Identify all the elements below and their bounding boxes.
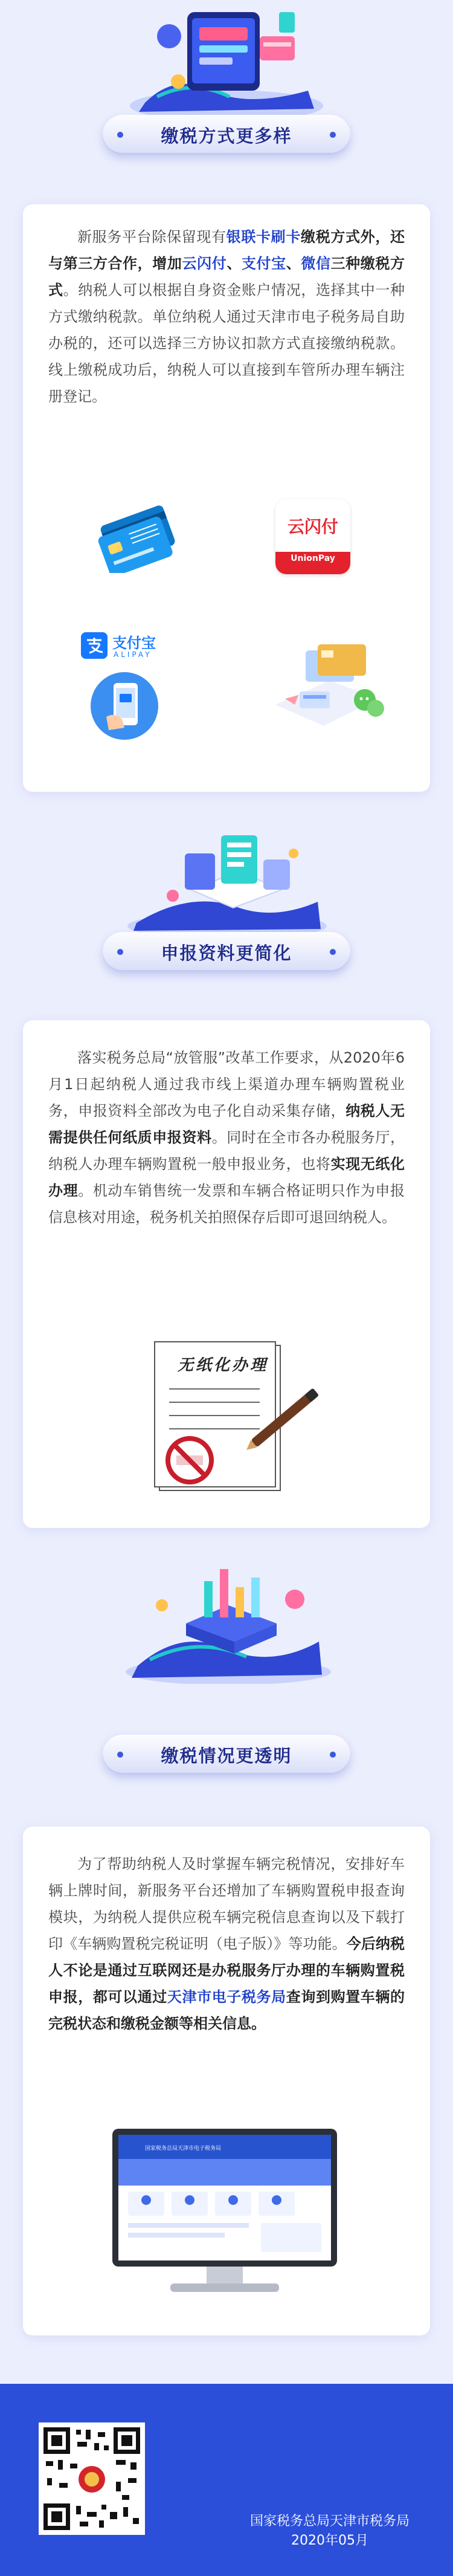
text-segment: 天津市电子税务局: [167, 1989, 286, 2005]
section-title-transparency: 缴税情况更透明: [103, 1735, 350, 1775]
text-segment: 实现无纸化办理: [48, 1156, 405, 1199]
paragraph-simplified-filing: [23, 1020, 430, 1231]
text-segment: 新服务平台除保留现有: [77, 228, 226, 245]
alipay-logo: [81, 627, 184, 664]
card-transparency: [23, 1827, 430, 2335]
transparency-illustration: [114, 1551, 343, 1684]
unionpay-icon: [275, 499, 350, 574]
qr-code[interactable]: [39, 2422, 145, 2535]
text-segment: 查询到购置车辆的完税状态和缴税金额等相关信息。: [48, 1989, 405, 2032]
alipay-en-label: ALIPAY: [114, 650, 152, 659]
simplified-filing-illustration: [118, 817, 336, 938]
footer-text: [250, 2512, 410, 2551]
section-title-payment-methods: 缴税方式更多样: [103, 115, 350, 155]
section-title-simplified-filing: 申报资料更简化: [103, 932, 350, 972]
paragraph-payment-methods: [23, 204, 430, 410]
text-segment: 银联卡刷卡: [226, 228, 301, 245]
unionpay-en-label: UnionPay: [291, 554, 335, 563]
monitor-illustration: [104, 2124, 345, 2299]
text-segment: 纳税人无需提供任何纸质申报资料: [48, 1102, 405, 1146]
text-segment: 今后纳税人不论是通过互联网还是办税服务厅办理的车辆购置税申报，都可以通过: [48, 1935, 405, 2005]
monitor-screen-title: 国家税务总局天津市电子税务局: [145, 2146, 222, 2152]
wechat-payment-illustration: [263, 632, 390, 741]
text-segment: 云闪付: [182, 255, 227, 272]
unionpay-cn-label: 云闪付: [287, 517, 338, 537]
alipay-phone-icon: [88, 670, 161, 742]
card-simplified-filing: [23, 1020, 430, 1528]
text-segment: 、: [226, 255, 242, 272]
alipay-cn-label: 支付宝: [112, 635, 156, 652]
footer-org: 国家税务总局天津市税务局: [249, 2514, 410, 2529]
text-segment: 。机动车销售统一发票和车辆合格证明只作为申报信息核对用途，税务机关拍照保存后即可退回纳税人。: [48, 1182, 405, 1226]
bank-card-icon: [94, 500, 185, 573]
paperless-document-illustration: [139, 1335, 320, 1498]
card-payment-methods: [23, 204, 430, 792]
payment-phone-illustration: [121, 0, 332, 121]
text-segment: 三种缴税方式: [48, 255, 405, 299]
text-segment: 。同时在全市各办税服务厅，纳税人办理车辆购置税一般申报业务，也将: [48, 1129, 405, 1173]
text-segment: 支付宝: [241, 255, 286, 272]
footer: [0, 2384, 453, 2576]
paragraph-transparency: [23, 1827, 430, 2037]
text-segment: 、: [286, 255, 301, 272]
text-segment: 微信: [301, 255, 331, 272]
text-segment: 缴税方式外，还与第三方合作，增加: [48, 228, 405, 272]
text-segment: 为了帮助纳税人及时掌握车辆完税情况，安排好车辆上牌时间，新服务平台还增加了车辆购置税申报查询模块，为纳税人提供应税车辆完税信息查询以及下载打印《车辆购置税完税证明（电子版）》等功能。: [48, 1856, 405, 1952]
footer-date: 2020年05月: [291, 2533, 368, 2548]
text-segment: 。纳税人可以根据自身资金账户情况，选择其中一种方式缴纳税款。单位纳税人通过天津市电子税务局自助办税的，还可以选择三方协议扣款方式直接缴纳税款。线上缴税成功后，纳税人可以直接到车管所办理车辆注册登记。: [48, 282, 405, 405]
text-segment: 落实税务总局“放管服”改革工作要求，从2020年6月1日起纳税人通过我市线上渠道办理车辆购置税业务，申报资料全部改为电子化自动采集存储，: [48, 1049, 405, 1119]
paperless-handwritten-text: 无纸化办理: [178, 1356, 269, 1374]
